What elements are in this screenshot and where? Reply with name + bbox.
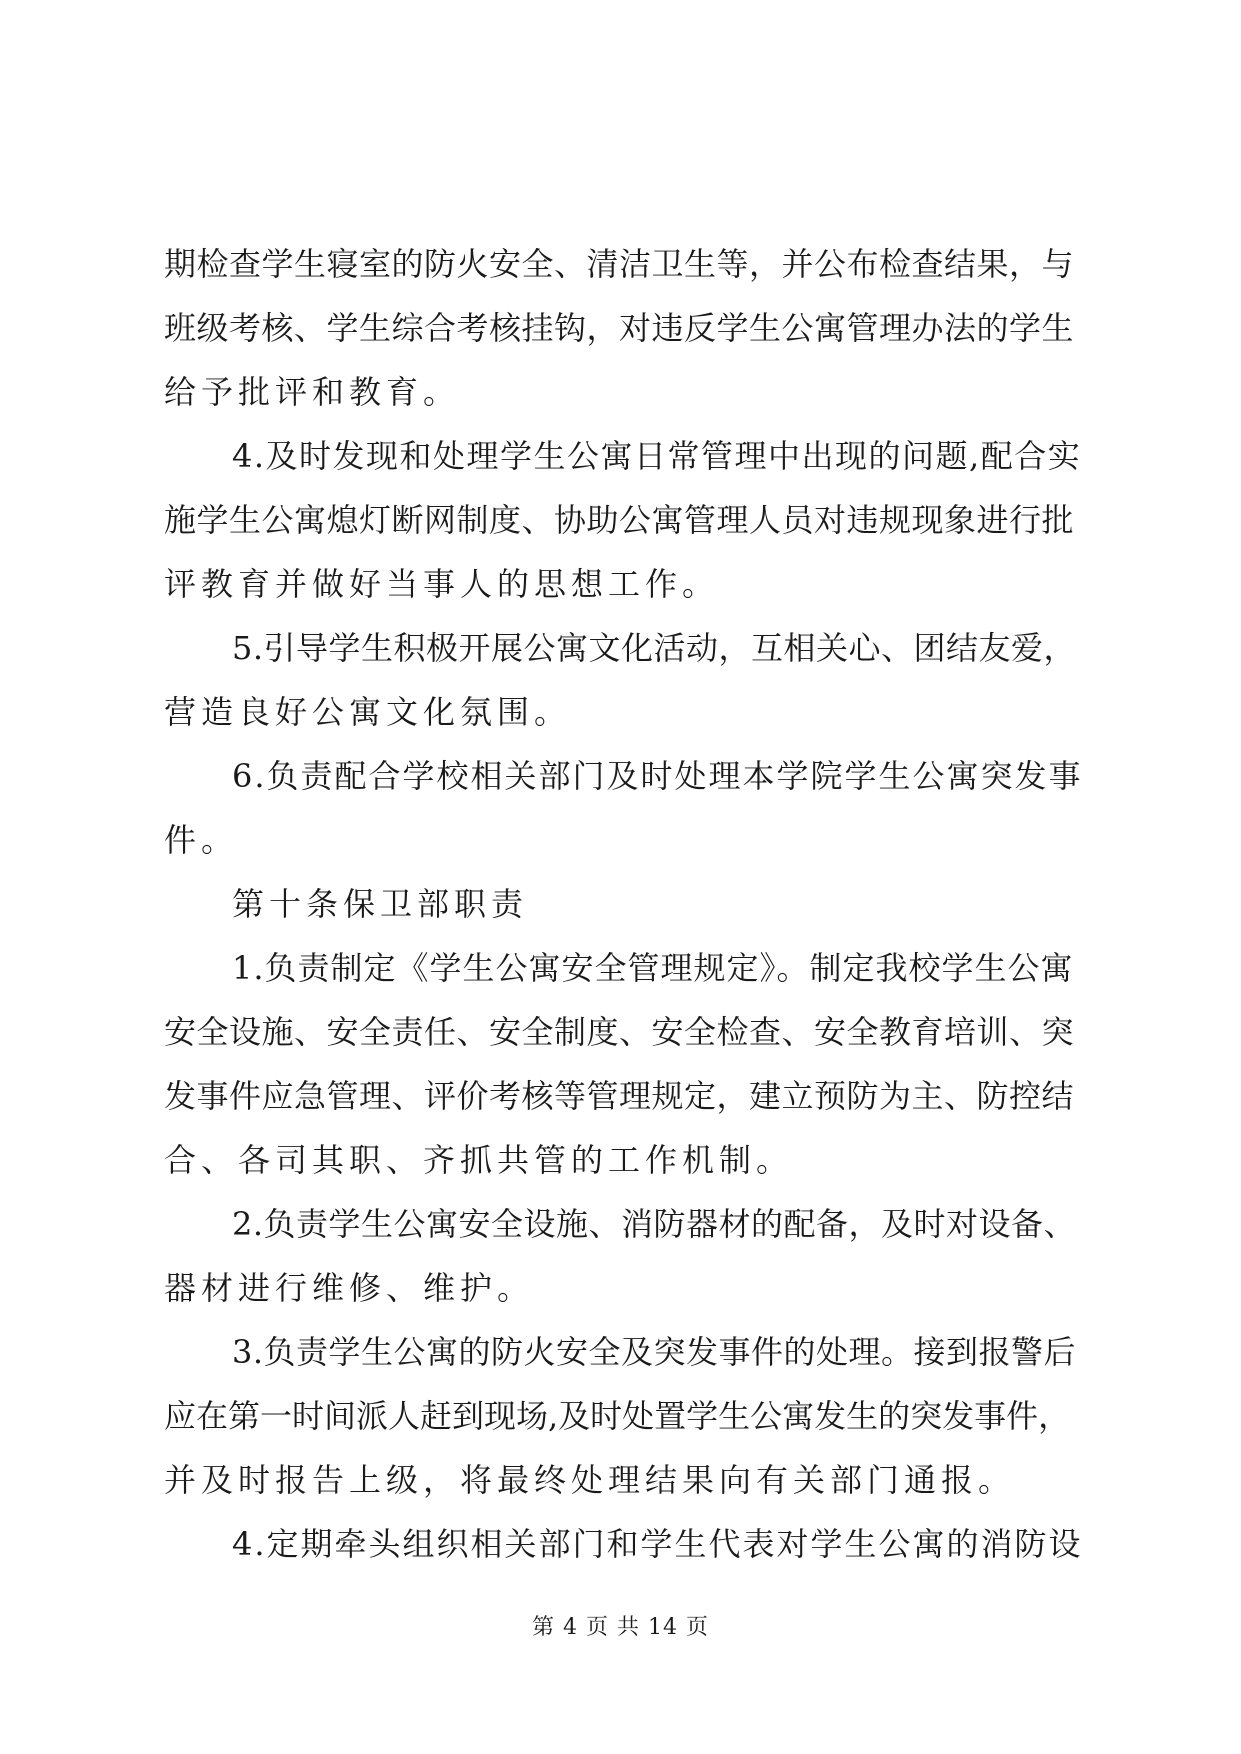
text-line: 件。 [164,821,239,859]
text-line: 器材进行维修、维护。 [164,1269,535,1307]
text-line: 4.定期牵头组织相关部门和学生代表对学生公寓的消防设 [232,1525,1083,1563]
text-line: 4.及时发现和处理学生公寓日常管理中出现的问题,配合实 [232,437,1082,475]
text-line: 第十条保卫部职责 [232,885,529,923]
text-line: 5.引导学生积极开展公寓文化活动，互相关心、团结友爱， [232,629,1077,667]
text-line: 应在第一时间派人赶到现场,及时处置学生公寓发生的突发事件， [164,1397,1071,1435]
text-line: 1.负责制定《学生公寓安全管理规定》。制定我校学生公寓 [232,949,1074,987]
text-line: 施学生公寓熄灯断网制度、协助公寓管理人员对违规现象进行批 [164,501,1075,539]
text-line: 给予批评和教育。 [164,373,461,411]
text-line: 6.负责配合学校相关部门及时处理本学院学生公寓突发事 [232,757,1083,795]
text-line: 3.负责学生公寓的防火安全及突发事件的处理。接到报警后 [232,1333,1077,1371]
text-line: 发事件应急管理、评价考核等管理规定，建立预防为主、防控结 [164,1077,1075,1115]
text-line: 期检查学生寝室的防火安全、清洁卫生等，并公布检查结果，与 [164,245,1075,283]
document-body [164,232,1084,1576]
text-line: 班级考核、学生综合考核挂钩，对违反学生公寓管理办法的学生 [164,309,1075,347]
text-line: 安全设施、安全责任、安全制度、安全检查、安全教育培训、突 [164,1013,1075,1051]
text-line: 营造良好公寓文化氛围。 [164,693,572,731]
text-line: 合、各司其职、齐抓共管的工作机制。 [164,1141,794,1179]
text-line: 评教育并做好当事人的思想工作。 [164,565,720,603]
text-line: 2.负责学生公寓安全设施、消防器材的配备，及时对设备、 [232,1205,1077,1243]
page-footer: 第 4 页 共 14 页 [532,1615,709,1640]
text-line: 并及时报告上级，将最终处理结果向有关部门通报。 [164,1461,1016,1499]
